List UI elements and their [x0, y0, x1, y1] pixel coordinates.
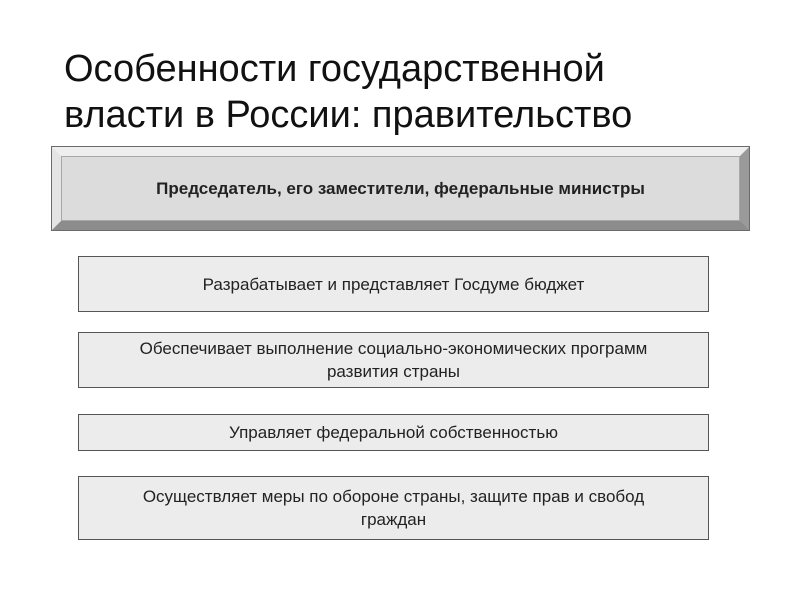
function-text: Осуществляет меры по обороне страны, защите прав и свобод граждан	[142, 487, 645, 529]
function-box-budget	[78, 256, 709, 312]
composition-header-box	[52, 147, 749, 230]
slide-title-line-1: Особенности государственной	[64, 48, 605, 90]
slide-title	[64, 46, 764, 138]
composition-header-text: Председатель, его заместители, федеральные министры	[156, 179, 645, 198]
function-box-property	[78, 414, 709, 451]
composition-header-inner	[61, 156, 740, 221]
function-box-defense	[78, 476, 709, 540]
function-text: Управляет федеральной собственностью	[229, 423, 558, 442]
function-text: Обеспечивает выполнение социально-экономических программ развития страны	[139, 339, 648, 381]
function-box-programs	[78, 332, 709, 388]
slide-title-line-2: власти в России: правительство	[64, 94, 633, 136]
function-text: Разрабатывает и представляет Госдуме бюджет	[202, 274, 585, 294]
